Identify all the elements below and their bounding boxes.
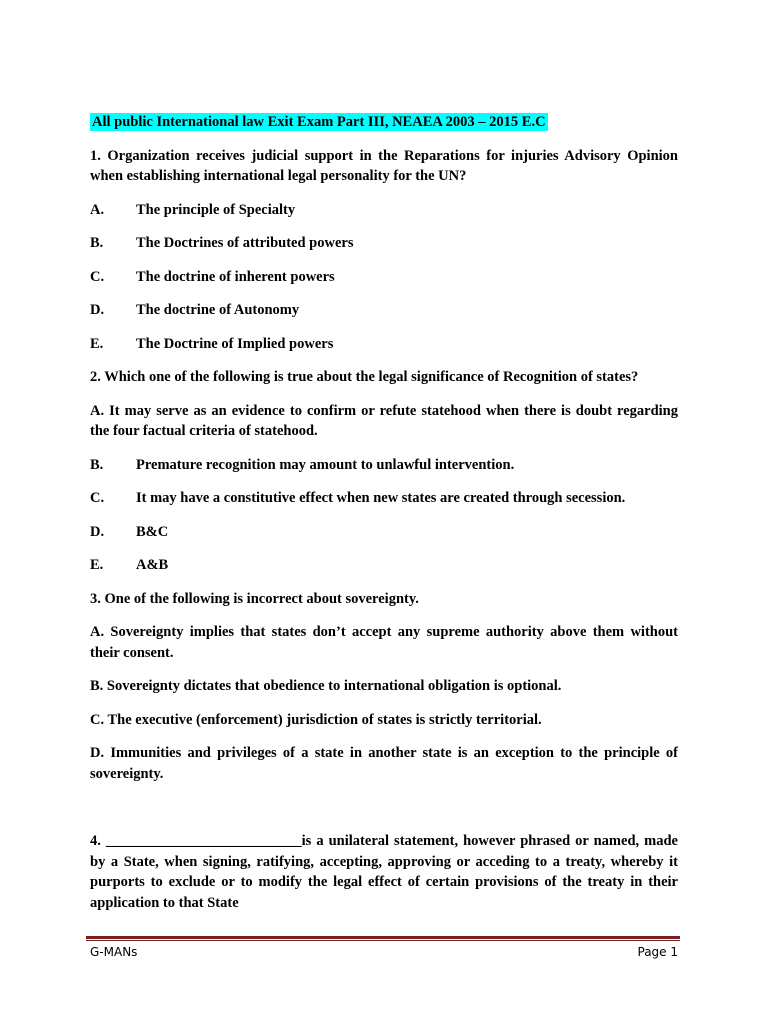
q2-option-b bbox=[90, 455, 678, 476]
q3-option-a: A. Sovereignty implies that states don’t accept any supreme authority above them without their consent. bbox=[90, 624, 678, 661]
spacer bbox=[90, 797, 678, 831]
q3-option-c: C. The executive (enforcement) jurisdiction of states is strictly territorial. bbox=[90, 711, 542, 728]
q1-option-e bbox=[90, 334, 678, 355]
option-letter: E. bbox=[90, 335, 104, 352]
option-letter: B. bbox=[90, 456, 104, 473]
option-text: Premature recognition may amount to unlawful intervention. bbox=[136, 456, 515, 473]
footer-rule-thin bbox=[86, 940, 680, 941]
q1-option-c bbox=[90, 267, 678, 288]
q3-option-d: D. Immunities and privileges of a state in another state is an exception to the principle of sovereignty. bbox=[90, 745, 678, 782]
option-letter: C. bbox=[90, 490, 105, 506]
question-1: 1. Organization receives judicial support in the Reparations for injuries Advisory Opinion when establishing international legal personality for the UN? bbox=[90, 147, 678, 184]
option-text: The doctrine of Autonomy bbox=[136, 302, 300, 318]
q2-option-c bbox=[90, 488, 678, 509]
document-title-line bbox=[90, 112, 678, 133]
option-text: The Doctrine of Implied powers bbox=[136, 335, 334, 352]
document-title: All public International law Exit Exam Part III, NEAEA 2003 – 2015 E.C bbox=[92, 114, 546, 130]
option-letter: D. bbox=[90, 302, 105, 318]
footer-rule-thick bbox=[86, 936, 680, 939]
q3-option-b: B. Sovereignty dictates that obedience to international obligation is optional. bbox=[90, 678, 562, 694]
option-letter: E. bbox=[90, 557, 104, 573]
option-letter: D. bbox=[90, 523, 105, 540]
page-content bbox=[90, 112, 678, 926]
q1-option-d bbox=[90, 300, 678, 321]
q2-option-a: A. It may serve as an evidence to confirm or refute statehood when there is doubt regarding the four factual criteria of statehood. bbox=[90, 402, 678, 439]
q2-option-e bbox=[90, 555, 678, 576]
option-letter: B. bbox=[90, 235, 104, 251]
option-text: The principle of Specialty bbox=[136, 201, 296, 218]
footer-rule bbox=[86, 936, 680, 942]
question-2: 2. Which one of the following is true about the legal significance of Recognition of states? bbox=[90, 369, 639, 385]
option-text: It may have a constitutive effect when new states are created through secession. bbox=[136, 490, 626, 506]
option-letter: C. bbox=[90, 268, 105, 285]
q2-option-d bbox=[90, 522, 678, 543]
q1-option-a bbox=[90, 200, 678, 221]
q1-option-b bbox=[90, 233, 678, 254]
option-text: B&C bbox=[136, 523, 169, 540]
option-text: A&B bbox=[136, 557, 169, 573]
question-3: 3. One of the following is incorrect about sovereignty. bbox=[90, 590, 419, 607]
option-text: The Doctrines of attributed powers bbox=[136, 235, 354, 251]
footer-author: G-MANs bbox=[90, 945, 138, 959]
option-letter: A. bbox=[90, 201, 105, 218]
question-4: 4. ___________________________is a unilateral statement, however phrased or named, made by a State, when signing, ratifying, accepting, approving or acceding to a treaty, whereby it purports to exclude or to modify the legal effect of certain provisions of the treaty in their application to that State bbox=[90, 833, 678, 911]
page-number: Page 1 bbox=[637, 945, 678, 959]
option-text: The doctrine of inherent powers bbox=[136, 268, 335, 285]
